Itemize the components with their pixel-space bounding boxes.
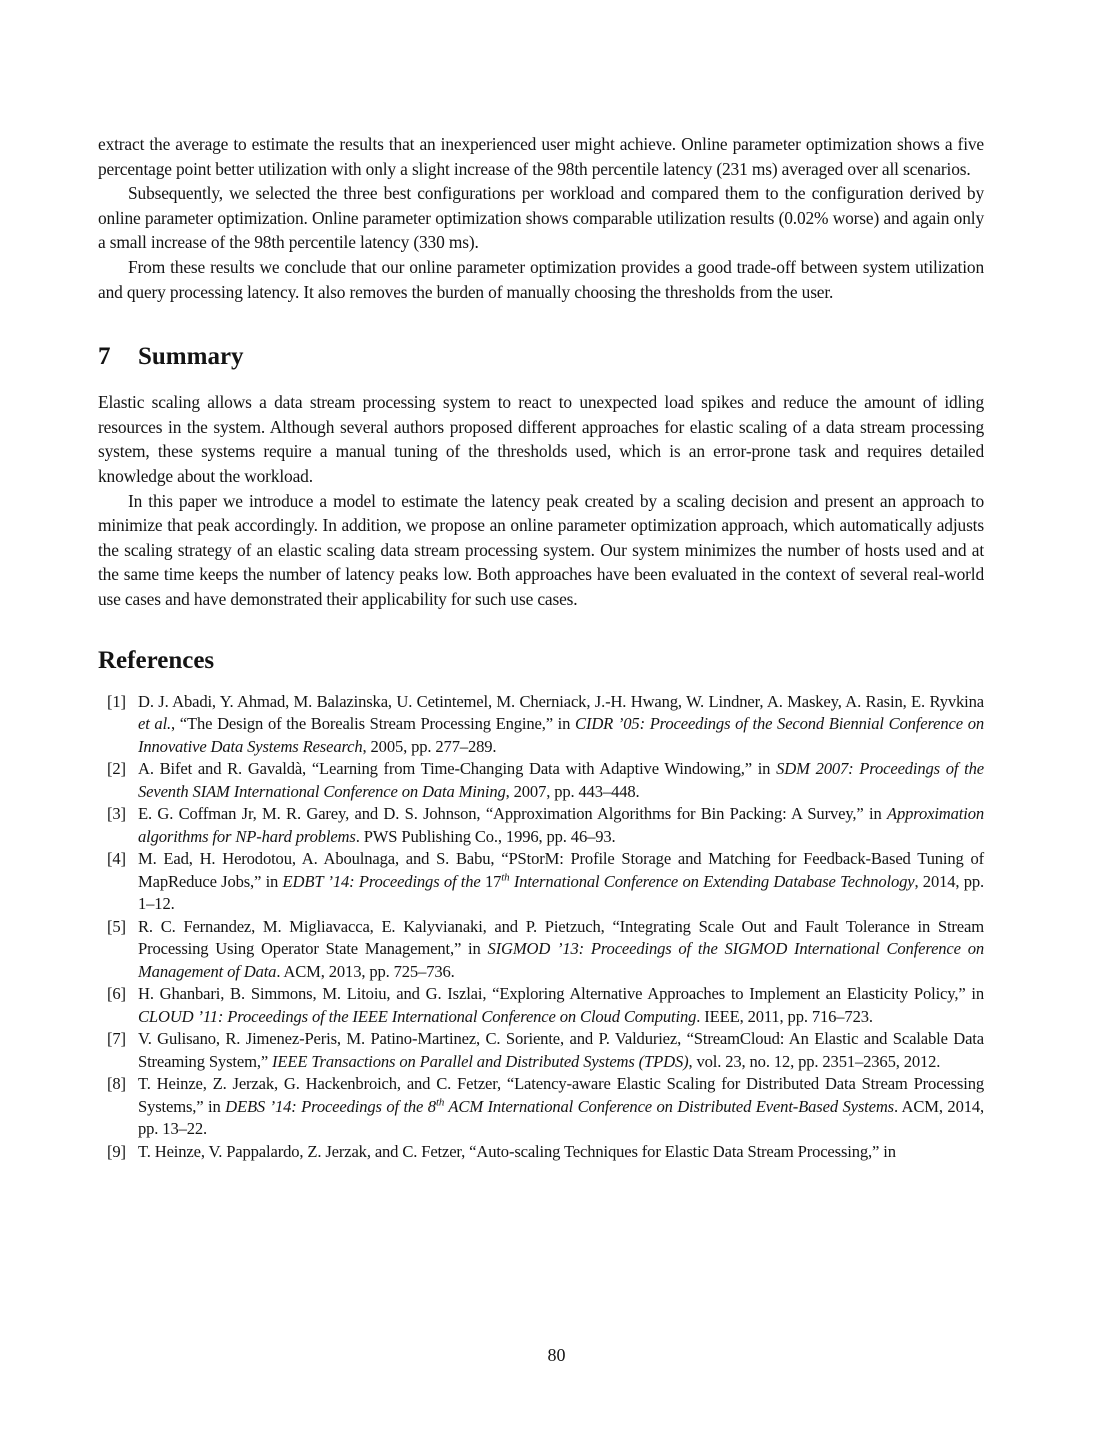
reference-label: [5] xyxy=(107,916,126,936)
section-heading-summary xyxy=(98,342,984,372)
reference-venue: Approximation algorithms for NP-hard problems xyxy=(138,804,984,846)
reference-item: [2] A. Bifet and R. Gavaldà, “Learning from Time-Changing Data with Adaptive Windowing,” in SDM 2007: Proceedings of the Seventh SIAM International Conference on Data Mining, 2007, pp. 443–448. xyxy=(107,759,984,801)
reference-label: [4] xyxy=(107,849,126,868)
page-number: 80 xyxy=(547,1345,566,1365)
reference-label: [2] xyxy=(107,759,126,778)
paragraph-conclusion: From these results we conclude that our online parameter optimization provides a good trade-off between system utilization and query processing latency. It also removes the burden of manually choosing the thresholds from the user. xyxy=(98,256,984,302)
reference-venue: IEEE Transactions on Parallel and Distributed Systems (TPDS) xyxy=(272,1051,689,1071)
page-content xyxy=(98,132,984,1163)
reference-venue: CIDR ’05: Proceedings of the Second Biennial Conference on Innovative Data Systems Research xyxy=(138,714,984,756)
reference-label: [1] xyxy=(107,691,126,711)
reference-item: [9] T. Heinze, V. Pappalardo, Z. Jerzak, and C. Fetzer, “Auto-scaling Techniques for Elastic Data Stream Processing,” in xyxy=(98,1141,984,1164)
reference-venue: SDM 2007: Proceedings of the Seventh SIAM International Conference on Data Mining xyxy=(138,759,984,801)
reference-venue: EDBT ’14: Proceedings of the xyxy=(282,871,485,891)
reference-label: [6] xyxy=(107,984,126,1003)
reference-item: [3] E. G. Coffman Jr, M. R. Garey, and D. S. Johnson, “Approximation Algorithms for Bin Packing: A Survey,” in Approximation algorithms for NP-hard problems. PWS Publishing Co., 1996, pp. 46–93. xyxy=(107,804,984,846)
reference-list xyxy=(98,691,984,1164)
section-number: 7 xyxy=(98,343,111,371)
reference-label: [9] xyxy=(107,1141,126,1161)
reference-item: [8] T. Heinze, Z. Jerzak, G. Hackenbroich, and C. Fetzer, “Latency-aware Elastic Scaling for Distributed Data Stream Processing Systems,” in DEBS ’14: Proceedings of the 8th ACM International Conference on Distributed Event-Based Systems. ACM, 2014, pp. 13–22. xyxy=(107,1074,985,1138)
reference-item: [5] R. C. Fernandez, M. Migliavacca, E. Kalyvianaki, and P. Pietzuch, “Integrating Scale Out and Fault Tolerance in Stream Processing Using Operator State Management,” in SIGMOD ’13: Proceedings of the SIGMOD International Conference on Management of Data. ACM, 2013, pp. 725–736. xyxy=(107,916,984,981)
references-heading: References xyxy=(98,646,215,674)
summary-paragraph-2: In this paper we introduce a model to estimate the latency peak created by a scaling decision and present an approach to minimize that peak accordingly. In addition, we propose an online parameter optimization approach, which automatically adjusts the scaling strategy of an elastic scaling data stream processing system. Our system minimizes the number of hosts used and at the same time keeps the number of latency peaks low. Both approaches have been evaluated in the context of several real-world use cases and have demonstrated their applicability for such use cases. xyxy=(98,490,984,609)
section-title: Summary xyxy=(138,343,244,371)
reference-item: [1] D. J. Abadi, Y. Ahmad, M. Balazinska, U. Cetintemel, M. Cherniack, J.-H. Hwang, W. Lindner, A. Maskey, A. Rasin, E. Ryvkina et al., “The Design of the Borealis Stream Processing Engine,” in CIDR ’05: Proceedings of the Second Biennial Conference on Innovative Data Systems Research, 2005, pp. 277–289. xyxy=(107,691,984,756)
reference-item: [4] M. Ead, H. Herodotou, A. Aboulnaga, and S. Babu, “PStorM: Profile Storage and Matching for Feedback-Based Tuning of MapReduce Jobs,” in EDBT ’14: Proceedings of the 17th International Conference on Extending Database Technology, 2014, pp. 1–12. xyxy=(107,849,985,913)
summary-paragraph-1: Elastic scaling allows a data stream processing system to react to unexpected load spikes and reduce the amount of idling resources in the system. Although several authors proposed different approaches for elastic scaling of a data stream processing system, these systems require a manual tuning of the thresholds used, which is an error-prone task and requires detailed knowledge about the workload. xyxy=(98,392,984,486)
reference-venue: CLOUD ’11: Proceedings of the IEEE International Conference on Cloud Computing xyxy=(138,1006,697,1026)
reference-item: [6] H. Ghanbari, B. Simmons, M. Litoiu, and G. Iszlai, “Exploring Alternative Approaches to Implement an Elasticity Policy,” in CLOUD ’11: Proceedings of the IEEE International Conference on Cloud Computing. IEEE, 2011, pp. 716–723. xyxy=(107,984,984,1026)
paragraph-continuation: extract the average to estimate the results that an inexperienced user might achieve. Online parameter optimization shows a five percentage point better utilization with only a slight increase of the 98th percentile latency (231 ms) averaged over all scenarios. xyxy=(98,134,984,179)
reference-venue: DEBS ’14: Proceedings of the xyxy=(225,1096,428,1116)
reference-label: [3] xyxy=(107,804,126,823)
paragraph-comparison: Subsequently, we selected the three best configurations per workload and compared them to the configuration derived by online parameter optimization. Online parameter optimization shows comparable utilization results (0.02% worse) and again only a small increase of the 98th percentile latency (330 ms). xyxy=(98,183,984,253)
reference-label: [8] xyxy=(107,1074,126,1093)
reference-item: [7] V. Gulisano, R. Jimenez-Peris, M. Patino-Martinez, C. Soriente, and P. Valduriez, “StreamCloud: An Elastic and Scalable Data Streaming System,” IEEE Transactions on Parallel and Distributed Systems (TPDS), vol. 23, no. 12, pp. 2351–2365, 2012. xyxy=(107,1029,984,1071)
reference-label: [7] xyxy=(107,1029,126,1048)
reference-venue: SIGMOD ’13: Proceedings of the SIGMOD International Conference on Management of Data xyxy=(138,939,984,981)
